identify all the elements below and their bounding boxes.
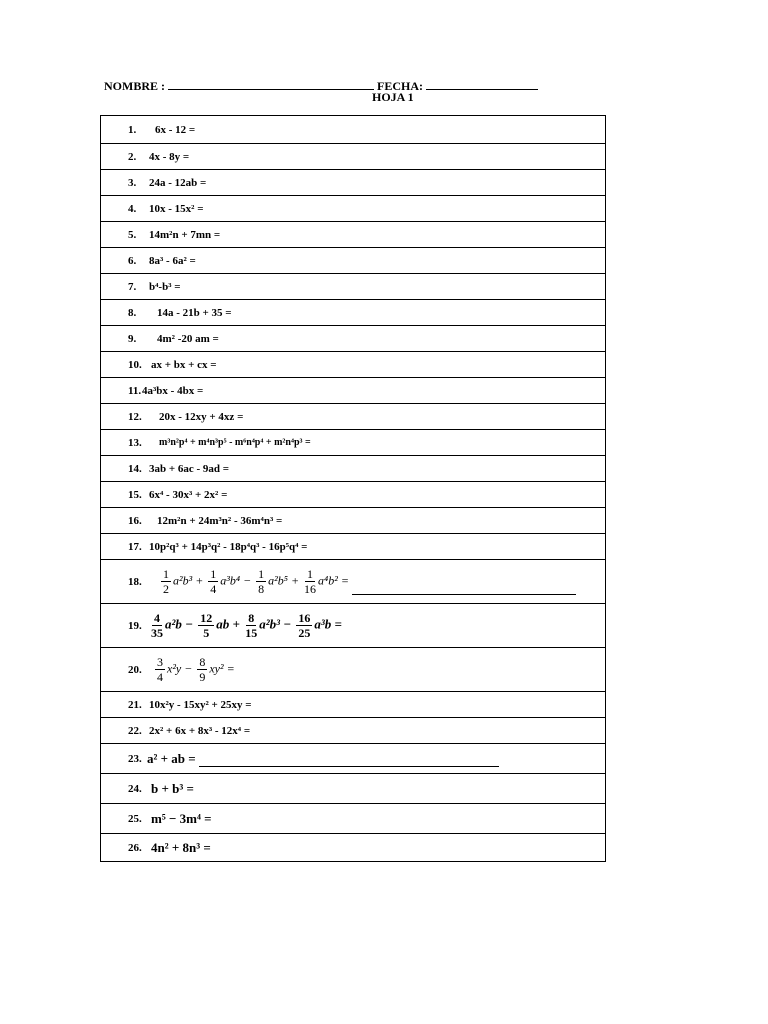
exercise-expression: 20x - 12xy + 4xz = <box>159 410 244 423</box>
exercise-number: 25. <box>128 812 142 825</box>
exercise-row <box>101 247 605 273</box>
fraction: $\frac{1}{16}$ <box>304 567 317 596</box>
exercise-number: 19. <box>128 619 142 632</box>
exercise-expression: m³n²p⁴ + m⁴n³p⁵ - m⁶n⁴p⁴ + m²n⁴p³ = <box>159 437 311 448</box>
exercise-number: 13. <box>128 436 142 449</box>
exercise-expression: 2x² + 6x + 8x³ - 12x⁴ = <box>149 724 251 737</box>
exercise-number: 16. <box>128 514 142 527</box>
answer-line[interactable] <box>352 593 576 595</box>
exercise-expression: $\frac{1}{2}$ a²b³ + $\frac{1}{4}$ a³b⁴ − $\frac{1}{8}$ a²b⁵ + $\frac{1}{16}$ a⁴b² = <box>159 568 576 595</box>
exercise-number: 22. <box>128 724 142 737</box>
exercise-row <box>101 533 605 559</box>
exercise-number: 4. <box>128 202 137 215</box>
exercise-number: 15. <box>128 488 142 501</box>
exercise-number: 21. <box>128 698 142 711</box>
exercise-number: 24. <box>128 782 142 795</box>
exercise-row <box>101 195 605 221</box>
exercise-expression: 4n² + 8n³ = <box>151 839 211 855</box>
exercise-expression: 8a³ - 6a² = <box>149 254 196 267</box>
exercise-expression: a² + ab = <box>147 751 499 767</box>
exercise-expression: 4m² -20 am = <box>157 332 219 345</box>
exercise-row <box>101 116 605 143</box>
sheet-title: HOJA 1 <box>372 90 414 104</box>
exercise-row <box>101 455 605 481</box>
exercise-row <box>101 603 605 647</box>
exercise-row <box>101 559 605 603</box>
exercise-row <box>101 691 605 717</box>
fraction: $\frac{1}{4}$ <box>210 567 217 596</box>
exercise-number: 17. <box>128 540 142 553</box>
exercise-number: 6. <box>128 254 137 267</box>
fraction: $\frac{8}{15}$ <box>245 611 258 640</box>
exercise-row <box>101 717 605 743</box>
exercise-row <box>101 481 605 507</box>
exercise-row <box>101 351 605 377</box>
exercise-expression: 14m²n + 7mn = <box>149 228 221 241</box>
exercise-row <box>101 273 605 299</box>
exercise-expression: 12m²n + 24m³n² - 36m⁴n³ = <box>157 514 283 527</box>
exercise-table <box>100 115 606 862</box>
exercise-number: 12. <box>128 410 142 423</box>
exercise-row <box>101 143 605 169</box>
header <box>104 77 538 94</box>
exercise-number: 14. <box>128 462 142 475</box>
fraction: $\frac{4}{35}$ <box>151 611 163 640</box>
exercise-expression: 3ab + 6ac - 9ad = <box>149 462 230 475</box>
exercise-number: 20. <box>128 663 142 676</box>
exercise-expression: $\frac{3}{4}$ x²y − $\frac{8}{9}$ xy² = <box>157 655 235 684</box>
exercise-expression: 14a - 21b + 35 = <box>157 306 232 319</box>
exercise-row <box>101 833 605 861</box>
fraction: $\frac{8}{9}$ <box>199 655 206 684</box>
fraction: $\frac{3}{4}$ <box>157 655 163 684</box>
exercise-expression: 10p²q³ + 14p³q² - 18p⁴q³ - 16p⁵q⁴ = <box>149 540 308 553</box>
exercise-number: 9. <box>128 332 137 345</box>
exercise-row <box>101 169 605 195</box>
fraction: $\frac{1}{2}$ <box>163 567 169 596</box>
exercise-number: 18. <box>128 575 142 588</box>
exercise-expression: 10x - 15x² = <box>149 202 204 215</box>
exercise-row <box>101 773 605 803</box>
exercise-expression: b⁴-b³ = <box>149 280 181 293</box>
exercise-number: 5. <box>128 228 137 241</box>
exercise-row <box>101 803 605 833</box>
exercise-row <box>101 221 605 247</box>
exercise-row <box>101 325 605 351</box>
exercise-expression: $\frac{4}{35}$ a²b − $\frac{12}{5}$ ab + $\frac{8}{15}$ a²b³ − $\frac{16}{25}$ a³b = <box>151 611 342 640</box>
exercise-expression: 6x⁴ - 30x³ + 2x² = <box>149 488 228 501</box>
exercise-expression: b + b³ = <box>151 780 194 796</box>
exercise-number: 1. <box>128 123 137 136</box>
exercise-row <box>101 429 605 455</box>
exercise-row <box>101 299 605 325</box>
exercise-number: 11. <box>128 384 142 397</box>
exercise-row <box>101 403 605 429</box>
exercise-expression: 24a - 12ab = <box>149 176 207 189</box>
exercise-number: 23. <box>128 752 142 765</box>
exercise-expression: 4a³bx - 4bx = <box>142 384 204 397</box>
exercise-number: 2. <box>128 150 137 163</box>
date-label: FECHA: <box>377 79 423 93</box>
exercise-number: 10. <box>128 358 142 371</box>
exercise-expression: 6x - 12 = <box>155 123 196 136</box>
exercise-number: 7. <box>128 280 137 293</box>
exercise-row <box>101 647 605 691</box>
exercise-row <box>101 377 605 403</box>
exercise-expression: 10x²y - 15xy² + 25xy = <box>149 698 252 711</box>
exercise-number: 3. <box>128 176 137 189</box>
name-blank[interactable] <box>168 77 374 90</box>
fraction: $\frac{1}{8}$ <box>258 567 265 596</box>
exercise-number: 26. <box>128 841 142 854</box>
exercise-row <box>101 507 605 533</box>
exercise-number: 8. <box>128 306 137 319</box>
date-blank[interactable] <box>426 77 538 90</box>
fraction: $\frac{12}{5}$ <box>200 611 213 640</box>
exercise-expression: 4x - 8y = <box>149 150 190 163</box>
exercise-row <box>101 743 605 773</box>
fraction: $\frac{16}{25}$ <box>298 611 311 640</box>
exercise-expression: ax + bx + cx = <box>151 358 217 371</box>
answer-line[interactable] <box>199 765 499 767</box>
exercise-expression: m⁵ − 3m⁴ = <box>151 810 212 826</box>
name-label: NOMBRE : <box>104 79 165 93</box>
